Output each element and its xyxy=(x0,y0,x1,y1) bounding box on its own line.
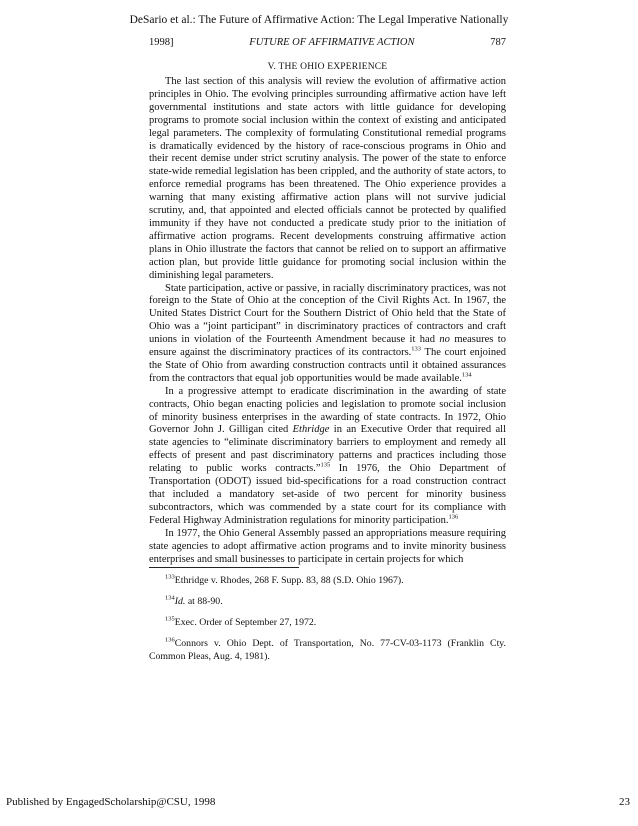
footnote xyxy=(149,616,506,629)
footnote-ref: 134 xyxy=(461,371,472,379)
italic-text: no xyxy=(439,334,450,346)
footnote-number: 135 xyxy=(165,615,175,623)
text-run: measures to ensure against the discriminatory practices of its contractors. xyxy=(149,334,506,359)
footnote-ref: 136 xyxy=(448,513,459,521)
footnote xyxy=(149,595,506,608)
footnote-ref: 135 xyxy=(320,461,331,469)
footnote-divider xyxy=(149,567,299,568)
footnotes xyxy=(149,574,506,671)
publisher-footer: Published by EngagedScholarship@CSU, 1998 xyxy=(6,796,216,808)
text-run: In 1976, the Ohio Department of Transportation (ODOT) issued bid-specifications for a road construction contract that included a mandatory set-aside of two percent for minority business subcontractors, which was commended by a state court for its compliance with Federal Highway Administration regulations for minority participation. xyxy=(149,463,506,526)
text-run: Ethridge v. Rhodes, 268 F. Supp. 83, 88 (S.D. Ohio 1967). xyxy=(174,575,404,586)
text-run: Exec. Order of September 27, 1972. xyxy=(174,617,317,628)
text-run: at 88-90. xyxy=(185,596,223,607)
paragraph xyxy=(149,386,506,528)
text-run: In 1977, the Ohio General Assembly passed an appropriations measure requiring state agencies to adopt affirmative action programs and to invite minority business enterprises and small businesses to participate in certain projects for which xyxy=(149,527,506,565)
running-head-title: FUTURE OF AFFIRMATIVE ACTION xyxy=(249,37,415,48)
paragraph xyxy=(149,283,506,386)
running-head-year: 1998] xyxy=(149,37,174,48)
footnote xyxy=(149,637,506,663)
running-head xyxy=(149,37,506,48)
footnote-ref: 133 xyxy=(411,345,422,353)
footnote xyxy=(149,574,506,587)
footnote-number: 136 xyxy=(165,636,175,644)
text-run: Connors v. Ohio Dept. of Transportation, No. 77-CV-03-1173 (Franklin Cty. Common Pleas, Aug. 4, 1981). xyxy=(149,638,506,662)
text-run: in an Executive Order that required all state agencies to “eliminate discriminatory barriers to employment and remedy all effects of present and past discriminatory patterns and practices including those relating to public works contracts.” xyxy=(149,424,506,475)
footer-page-number: 23 xyxy=(619,796,630,808)
italic-text: Ethridge xyxy=(292,424,330,436)
footnote-number: 133 xyxy=(165,573,175,581)
text-run: State participation, active or passive, in racially discriminatory practices, was not foreign to the State of Ohio at the conception of the Civil Rights Act. In 1967, the United States District Court for the Southern District of Ohio held that the State of Ohio was a “joint participant” in discriminatory practices of contractors and craft unions in violation of the Fourteenth Amendment because it had xyxy=(149,282,506,346)
page-number: 787 xyxy=(490,37,506,48)
text-run: The last section of this analysis will review the evolution of affirmative action principles in Ohio. The evolving principles surrounding affirmative action have left governmental institutions and state actors with little guidance for developing programs to promote social inclusion within the context of existing and anticipated legal parameters. The complexity of formulating Constitutional remedial programs is dramatically evidenced by the history of race-conscious programs in Ohio and their recent demise under strict scrutiny analysis. The power of the state to enforce state-wide remedial legislation has been crippled, and the authority of state actors, to enforce remedial programs has been threatened. The Ohio experience provides a warning that many existing affirmative action plans will not survive judicial scrutiny, and, that appointed and elected officials cannot be protected by qualified immunity if they have not conducted a predicate study prior to the initiation of affirmative action programs. Recent developments construing affirmative action plans in Ohio illustrate the factors that cannot be relied on to support an affirmative action plan, but provide little guidance for promoting social inclusion within the diminishing legal parameters. xyxy=(149,76,506,281)
paragraph xyxy=(149,76,506,283)
text-run: In a progressive attempt to eradicate discrimination in the awarding of state contracts, Ohio began enacting policies and legislation to promote social inclusion of minority business enterprises in the awarding of state contracts. In 1972, Ohio Governor John J. Gilligan cited xyxy=(149,385,506,436)
footnote-number: 134 xyxy=(165,594,175,602)
body-text xyxy=(149,76,506,566)
section-heading: V. THE OHIO EXPERIENCE xyxy=(267,62,388,72)
paragraph xyxy=(149,528,506,567)
citation-header: DeSario et al.: The Future of Affirmative Action: The Legal Imperative Nationally xyxy=(129,14,509,26)
italic-text: Id. xyxy=(174,596,186,607)
text-run: The court enjoined the State of Ohio from awarding construction contracts until it obtained assurances from the contractors that equal job opportunities would be made available. xyxy=(149,347,506,384)
